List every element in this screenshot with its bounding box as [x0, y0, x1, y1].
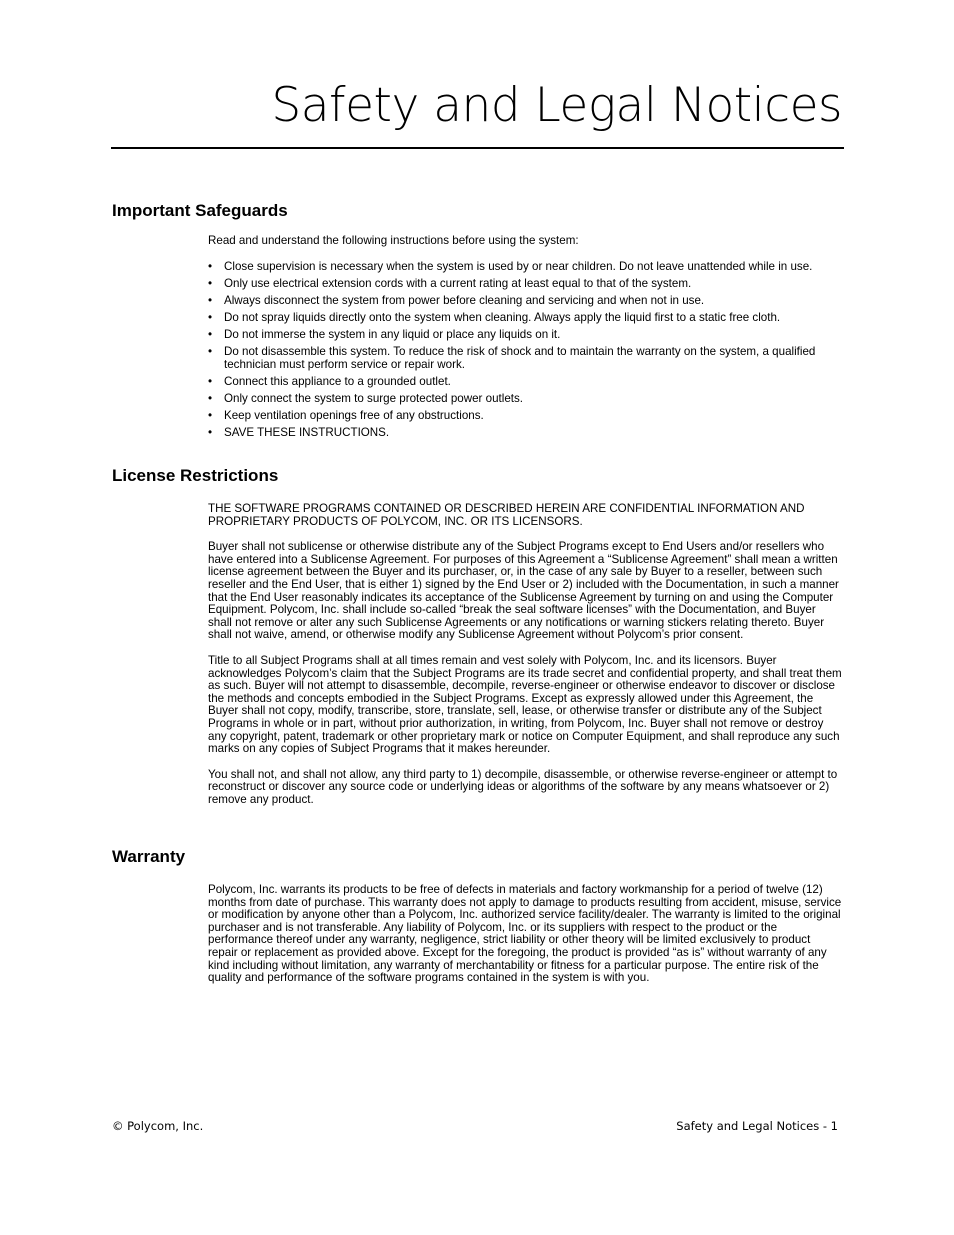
- section-important-safeguards: [112, 201, 842, 444]
- footer-page-label: Safety and Legal Notices - 1: [676, 1119, 838, 1133]
- section-heading: Important Safeguards: [112, 201, 288, 220]
- list-item: • Keep ventilation openings free of any obstructions.: [208, 410, 842, 423]
- list-item: • Do not immerse the system in any liquid or place any liquids on it.: [208, 329, 842, 342]
- paragraph: You shall not, and shall not allow, any third party to 1) decompile, disassemble, or otherwise reverse-engineer or attempt to reconstruct or discover any source code or underlying ideas or algorithms of the software by any means whatsoever or 2) remove any product.: [208, 767, 838, 806]
- list-item: • Connect this appliance to a grounded outlet.: [208, 376, 842, 389]
- page-title: Safety and Legal Notices: [271, 78, 842, 133]
- list-item: • Close supervision is necessary when the system is used by or near children. Do not leave unattended while in use.: [208, 261, 842, 274]
- section-body: [208, 235, 842, 440]
- section-heading: Warranty: [112, 847, 186, 866]
- list-item: • Always disconnect the system from power before cleaning and servicing and when not in use.: [208, 295, 842, 308]
- list-item: • Only connect the system to surge protected power outlets.: [208, 393, 842, 406]
- list-item: • Do not disassemble this system. To reduce the risk of shock and to maintain the warranty on the system, a qualified technician must perform service or repair work.: [208, 346, 842, 371]
- safeguards-list: [208, 261, 842, 440]
- paragraph: Polycom, Inc. warrants its products to be free of defects in materials and factory workmanship for a period of twelve (12) months from date of purchase. This warranty does not apply to damage to products resulting from accident, misuse, service or modification by anyone other than a Polycom, Inc. authorized service facility/dealer. The warranty is limited to the original purchaser and is not transferable. Any liability of Polycom, Inc. or its suppliers with respect to the product or the performance thereof under any warranty, negligence, strict liability or other theory will be limited exclusively to product repair or replacement as provided above. Except for the foregoing, the product is provided “as is” without warranty of any kind including without limitation, any warranty of merchantability or fitness for a particular purpose. The entire risk of the quality and performance of the software programs contained in the system is with you.: [208, 883, 842, 985]
- paragraph: THE SOFTWARE PROGRAMS CONTAINED OR DESCRIBED HEREIN ARE CONFIDENTIAL INFORMATION AND PROPRIETARY PRODUCTS OF POLYCOM, INC. OR ITS LICENSORS.: [208, 502, 805, 528]
- section-warranty: [112, 847, 842, 998]
- title-rule: [111, 147, 844, 149]
- section-body: [208, 884, 842, 985]
- section-heading: License Restrictions: [112, 466, 279, 485]
- list-item: • SAVE THESE INSTRUCTIONS.: [208, 427, 842, 440]
- paragraph: Title to all Subject Programs shall at all times remain and vest solely with Polycom, Inc. and its licensors. Buyer acknowledges Polycom’s claim that the Subject Programs are its trade secret and confidential property, and shall treat them as such. Buyer will not attempt to disassemble, decompile, reverse-engineer or otherwise endeavor to discover or disclose the methods and concepts embodied in the Subject Programs. Except as expressly allowed under this Agreement, the Buyer shall not copy, modify, transcribe, store, translate, sell, lease, or otherwise transfer or distribute any of the Subject Programs in whole or in part, without prior authorization, in writing, from Polycom, Inc. Buyer shall not remove or destroy any copyright, patent, trademark or other proprietary mark or notice on Computer Equipment, and shall reproduce any such marks on any copies of Subject Programs that it makes hereunder.: [208, 653, 842, 756]
- footer-copyright: © Polycom, Inc.: [112, 1119, 204, 1133]
- list-item: • Do not spray liquids directly onto the system when cleaning. Always apply the liquid first to a static free cloth.: [208, 312, 842, 325]
- section-license-restrictions: [112, 466, 842, 819]
- section-body: [208, 503, 842, 806]
- safeguards-intro: Read and understand the following instructions before using the system:: [208, 234, 579, 247]
- list-item: • Only use electrical extension cords with a current rating at least equal to that of the system.: [208, 278, 842, 291]
- paragraph: Buyer shall not sublicense or otherwise distribute any of the Subject Programs except to End Users and/or resellers who have entered into a Sublicense Agreement. For purposes of this Agreement a “Sublicense Agreement” shall mean a written license agreement between the Buyer and its purchaser, or, in the case of any sale by Buyer to a reseller, between such reseller and the End User, that is either 1) signed by the End User or 2) included with the Documentation, in such a manner that the End User reasonably indicates its acceptance of the Sublicense Agreement by turning on and using the Computer Equipment. Polycom, Inc. shall include so-called “break the seal software licenses” with the Documentation, and Buyer shall not remove or alter any such Sublicense Agreements or any notifications or warning stickers relating thereto. Buyer shall not waive, amend, or otherwise modify any Sublicense Agreement without Polycom’s prior consent.: [208, 540, 839, 642]
